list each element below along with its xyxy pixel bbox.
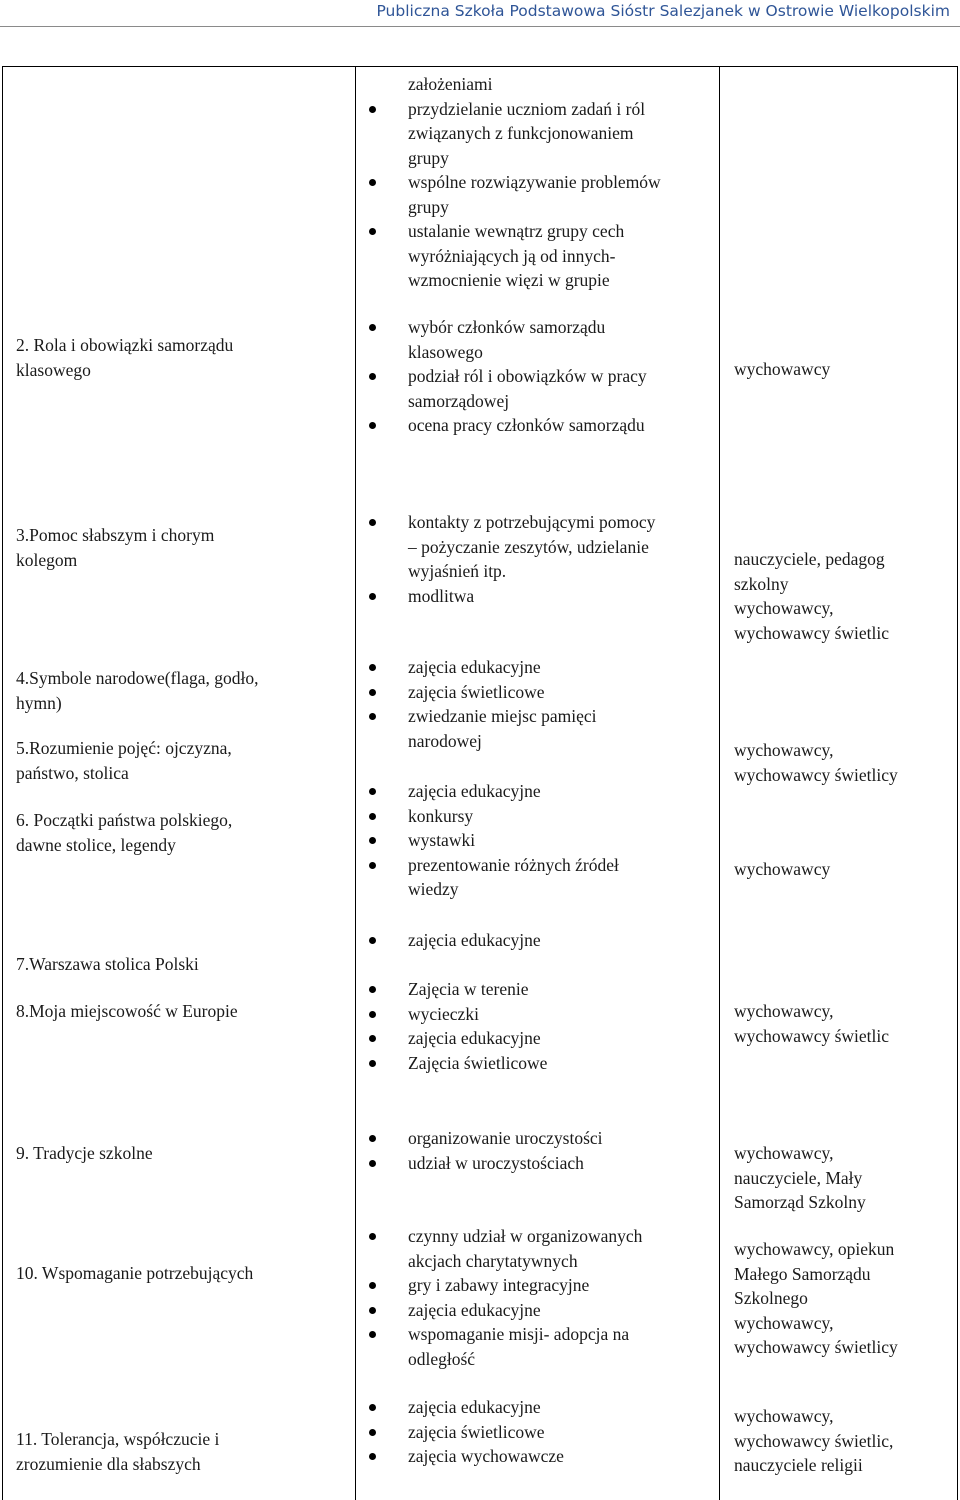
forms-list (365, 928, 710, 953)
responsible-cell: nauczyciele, pedagog szkolny wychowawcy, wychowawcy świetlic (734, 549, 890, 643)
list-item: wspomaganie misji- adopcja na odległość (365, 1322, 710, 1371)
table-border-right (957, 66, 958, 1500)
responsible-cell: wychowawcy, nauczyciele, Mały Samorząd Szkolny (734, 1143, 866, 1212)
list-item: wybór członków samorządu klasowego (365, 315, 710, 364)
forms-list (365, 315, 710, 438)
topic-cell: 5.Rozumienie pojęć: ojczyzna, państwo, stolica (16, 738, 232, 783)
topic-cell: 6. Początki państwa polskiego, dawne stolice, legendy (16, 810, 233, 855)
topic-cell: 9. Tradycje szkolne (16, 1143, 153, 1163)
responsible-cell: wychowawcy (734, 859, 831, 879)
forms-list (365, 1224, 710, 1371)
responsible-cell: wychowawcy, opiekun Małego Samorządu Szkolnego wychowawcy, wychowawcy świetlicy (734, 1239, 898, 1357)
topic-cell: 4.Symbole narodowe(flaga, godło, hymn) (16, 668, 259, 713)
responsible-cell: wychowawcy, wychowawcy świetlic, nauczyciele religii (734, 1406, 894, 1475)
list-item: zajęcia edukacyjne (365, 1298, 710, 1323)
school-name: Publiczna Szkoła Podstawowa Sióstr Salezjanek w Ostrowie Wielkopolskim (376, 2, 950, 20)
topic-cell: 3.Pomoc słabszym i chorym kolegom (16, 525, 215, 570)
topic-cell: 7.Warszawa stolica Polski (16, 954, 199, 974)
list-item: zwiedzanie miejsc pamięci narodowej (365, 704, 710, 753)
list-item: gry i zabawy integracyjne (365, 1273, 710, 1298)
list-item: zajęcia edukacyjne (365, 928, 710, 953)
list-item: założeniami (408, 74, 493, 94)
forms-list (365, 1126, 710, 1175)
list-item: zajęcia edukacyjne (365, 779, 710, 804)
forms-list (365, 779, 710, 902)
topic-cell: 2. Rola i obowiązki samorządu klasowego (16, 335, 234, 380)
list-item: zajęcia świetlicowe (365, 680, 710, 705)
list-item: udział w uroczystościach (365, 1151, 710, 1176)
list-item: Zajęcia świetlicowe (365, 1051, 710, 1076)
topic-cell: 11. Tolerancja, współczucie i zrozumienie dla słabszych (16, 1429, 220, 1474)
list-item: wystawki (365, 828, 710, 853)
list-item: ocena pracy członków samorządu (365, 413, 710, 438)
forms-list (365, 655, 710, 753)
forms-list (365, 510, 710, 608)
topic-cell: 10. Wspomaganie potrzebujących (16, 1263, 254, 1283)
responsible-cell: wychowawcy, wychowawcy świetlicy (734, 740, 898, 785)
list-item: zajęcia edukacyjne (365, 655, 710, 680)
list-item: zajęcia edukacyjne (365, 1026, 710, 1051)
responsible-cell: wychowawcy (734, 359, 831, 379)
table-border-left (2, 66, 3, 1500)
topic-cell: 8.Moja miejscowość w Europie (16, 1001, 238, 1021)
list-item: organizowanie uroczystości (365, 1126, 710, 1151)
list-item: konkursy (365, 804, 710, 829)
responsible-cell: wychowawcy, wychowawcy świetlic (734, 1001, 890, 1046)
list-item: zajęcia edukacyjne (365, 1395, 710, 1420)
list-item: zajęcia świetlicowe (365, 1420, 710, 1445)
list-item: przydzielanie uczniom zadań i ról związanych z funkcjonowaniem grupy (365, 97, 710, 171)
list-item: czynny udział w organizowanych akcjach charytatywnych (365, 1224, 710, 1273)
list-item: modlitwa (365, 584, 710, 609)
list-item: kontakty z potrzebującymi pomocy – pożyczanie zeszytów, udzielanie wyjaśnień itp. (365, 510, 710, 584)
forms-list (365, 1395, 710, 1469)
forms-list (365, 977, 710, 1075)
list-item: prezentowanie różnych źródeł wiedzy (365, 853, 710, 902)
list-item: wspólne rozwiązywanie problemów grupy (365, 170, 710, 219)
column-divider-2 (719, 66, 720, 1500)
column-divider-1 (355, 66, 356, 1500)
list-item: podział ról i obowiązków w pracy samorządowej (365, 364, 710, 413)
table-top-border (2, 66, 958, 67)
list-item: ustalanie wewnątrz grupy cech wyróżniających ją od innych- wzmocnienie więzi w grupie (365, 219, 710, 293)
list-item: Zajęcia w terenie (365, 977, 710, 1002)
page-header (0, 0, 960, 27)
list-item: wycieczki (365, 1002, 710, 1027)
forms-list (365, 72, 710, 293)
list-item: zajęcia wychowawcze (365, 1444, 710, 1469)
